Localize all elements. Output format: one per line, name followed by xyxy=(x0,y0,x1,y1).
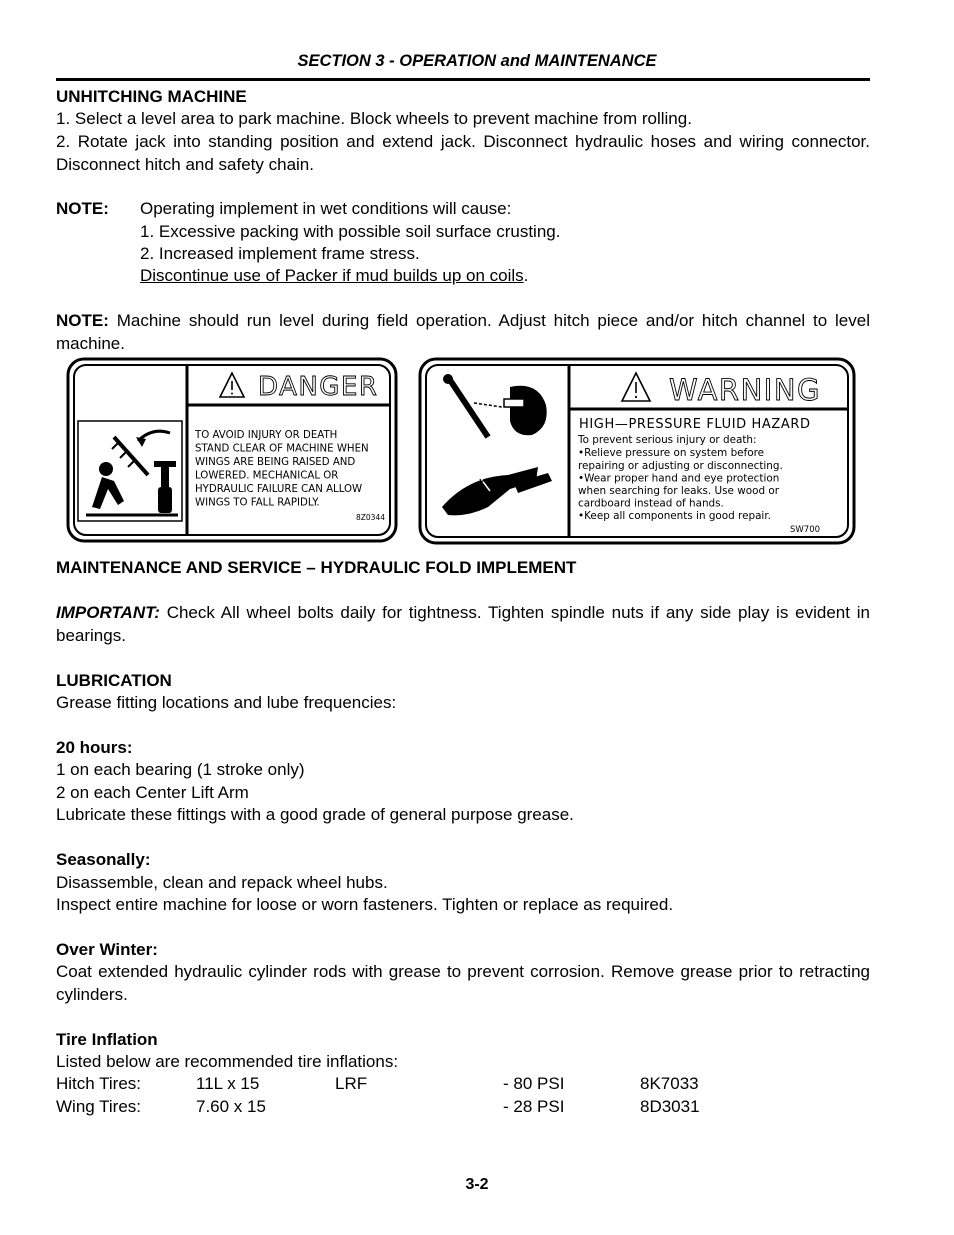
important-paragraph xyxy=(56,602,870,647)
important-label: IMPORTANT: xyxy=(56,603,160,622)
warning-line-6: cardboard instead of hands. xyxy=(578,497,724,510)
tire-name: Hitch Tires: xyxy=(56,1074,142,1093)
danger-line-6: WINGS TO FALL RAPIDLY. xyxy=(195,497,320,509)
seasonally-line-2: Inspect entire machine for loose or worn fasteners. Tighten or replace as required. xyxy=(56,895,674,914)
danger-line-2: STAND CLEAR OF MACHINE WHEN xyxy=(195,443,369,455)
hours-20-title: 20 hours: xyxy=(56,738,133,757)
tire-inflation-title: Tire Inflation xyxy=(56,1030,158,1049)
tire-size: 11L x 15 xyxy=(196,1074,260,1093)
note-line-1: Operating implement in wet conditions will cause: xyxy=(140,199,512,218)
warning-line-1: To prevent serious injury or death: xyxy=(578,434,757,446)
section-header: SECTION 3 - OPERATION and MAINTENANCE xyxy=(297,52,657,70)
tire-psi: - 28 PSI xyxy=(503,1097,565,1116)
warning-line-7: •Keep all components in good repair. xyxy=(578,510,771,522)
tire-inflation-intro: Listed below are recommended tire inflations: xyxy=(56,1052,399,1071)
tire-rating: LRF xyxy=(335,1074,368,1093)
seasonally-title: Seasonally: xyxy=(56,850,151,869)
unhitch-title: UNHITCHING MACHINE xyxy=(56,87,247,106)
important-text: Check All wheel bolts daily for tightness. Tighten spindle nuts if any side play is evident in bearings. xyxy=(56,603,870,645)
tire-psi: - 80 PSI xyxy=(503,1074,565,1093)
hours-20-line-2: 2 on each Center Lift Arm xyxy=(56,783,249,802)
over-winter-text: Coat extended hydraulic cylinder rods with grease to prevent corrosion. Remove grease prior to retracting cylinders. xyxy=(56,962,870,1004)
warning-line-2: •Relieve pressure on system before xyxy=(578,447,765,459)
unhitch-step-2: 2. Rotate jack into standing position and extend jack. Disconnect hydraulic hoses and wiring connector. Disconnect hitch and safety chain. xyxy=(56,132,870,174)
tire-size: 7.60 x 15 xyxy=(196,1097,266,1116)
note-level xyxy=(56,310,870,355)
note-label: NOTE: xyxy=(56,199,109,218)
danger-line-4: LOWERED. MECHANICAL OR xyxy=(195,470,339,482)
note-level-text: Machine should run level during field operation. Adjust hitch piece and/or hitch channel to level machine. xyxy=(56,311,870,353)
hours-20-line-3: Lubricate these fittings with a good grade of general purpose grease. xyxy=(56,805,574,824)
note-line-2: 1. Excessive packing with possible soil surface crusting. xyxy=(140,222,561,241)
page-number: 3-2 xyxy=(465,1176,489,1193)
note-line-4 xyxy=(140,265,528,288)
danger-line-5: HYDRAULIC FAILURE CAN ALLOW xyxy=(195,484,363,495)
danger-line-1: TO AVOID INJURY OR DEATH xyxy=(195,430,338,441)
warning-line-5: when searching for leaks. Use wood or xyxy=(578,485,779,497)
header-rule xyxy=(56,78,870,81)
warning-decal xyxy=(418,357,856,545)
warning-subtitle: HIGH—PRESSURE FLUID HAZARD xyxy=(579,417,811,432)
tire-part: 8D3031 xyxy=(640,1097,700,1116)
lubrication-title: LUBRICATION xyxy=(56,671,172,690)
warning-line-4: •Wear proper hand and eye protection xyxy=(578,472,780,485)
danger-line-3: WINGS ARE BEING RAISED AND xyxy=(195,457,356,468)
danger-code: 8Z0344 xyxy=(356,513,385,522)
warning-line-3: repairing or adjusting or disconnecting. xyxy=(578,460,783,472)
danger-decal xyxy=(66,357,398,543)
hours-20-line-1: 1 on each bearing (1 stroke only) xyxy=(56,760,305,779)
note-level-label: NOTE: xyxy=(56,311,109,330)
tire-name: Wing Tires: xyxy=(56,1097,142,1116)
danger-title: DANGER xyxy=(258,372,379,402)
maintenance-title: MAINTENANCE AND SERVICE – HYDRAULIC FOLD IMPLEMENT xyxy=(56,558,577,577)
note-warning-underlined: Discontinue use of Packer if mud builds up on coils xyxy=(140,266,524,285)
warning-code: SW700 xyxy=(790,525,821,535)
warning-title: WARNING xyxy=(669,373,821,407)
tire-part: 8K7033 xyxy=(640,1074,699,1093)
note-line-4-period: . xyxy=(523,266,529,285)
seasonally-line-1: Disassemble, clean and repack wheel hubs. xyxy=(56,873,388,892)
over-winter-title: Over Winter: xyxy=(56,940,158,959)
note-line-3: 2. Increased implement frame stress. xyxy=(140,244,420,263)
lubrication-text: Grease fitting locations and lube frequencies: xyxy=(56,693,397,712)
unhitch-step-1: 1. Select a level area to park machine. Block wheels to prevent machine from rolling. xyxy=(56,109,692,128)
